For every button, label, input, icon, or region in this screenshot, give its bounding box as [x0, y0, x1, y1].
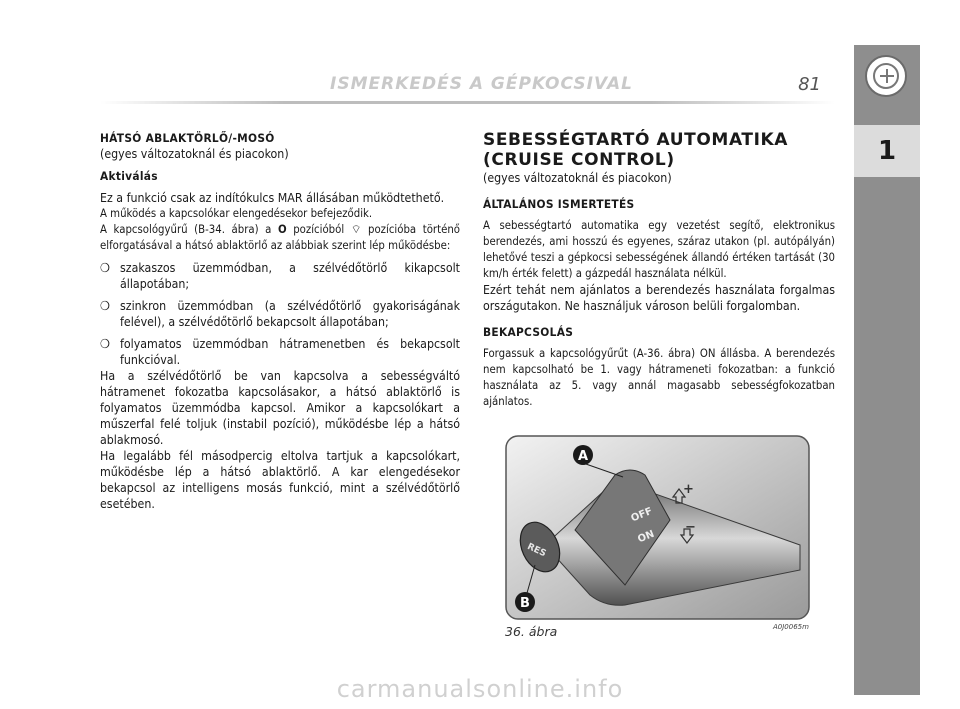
- right-column: [483, 130, 835, 410]
- label-a: A: [578, 449, 589, 464]
- reverse-paragraph: Ha a szélvédőtörlő be van kapcsolva a sebességváltó hátramenet fokozatba kapcsolásakor, a hátsó ablaktörlő is folyamatos üzemmódba kapcsol. Amikor a kapcsolókart a műszerfal felé toljuk (instabil pozíció), működésbe lép a hátsó ablakmosó.: [100, 369, 460, 447]
- alfa-romeo-logo-icon: [865, 55, 907, 97]
- bullet-text: folyamatos üzemmódban hátramenetben és bekapcsolt funkcióval.: [120, 337, 460, 367]
- on-label: ON: [636, 528, 656, 546]
- cruise-control-stalk-figure: [505, 435, 810, 620]
- rear-wiper-symbol-icon: ⌔: [350, 223, 362, 236]
- logo-cross-horizontal: [880, 75, 894, 77]
- activation-heading: Aktiválás: [100, 169, 158, 183]
- figure-code: A0J0065m: [773, 623, 809, 631]
- activation-on-paragraph: Forgassuk a kapcsológyűrűt (A-36. ábra) ON állásba. A berendezés nem kapcsolható be 1. vagy hátrameneti fokozatban: a funkció használata az 5. vagy annál magasabb sebességfokozatban ajánlatos.: [483, 347, 835, 408]
- activation-p1: Ez a funkció csak az indítókulcs MAR állásában működtethető.: [100, 191, 445, 205]
- general-heading: ÁLTALÁNOS ISMERTETÉS: [483, 197, 635, 211]
- bullet-item: [100, 260, 460, 292]
- bullet-marker-icon: ❍: [100, 299, 110, 313]
- general-paragraph-2: Ezért tehát nem ajánlatos a berendezés használata forgalmas országutakon. Ne használjuk városon belüli forgalomban.: [483, 283, 835, 313]
- bullet-marker-icon: ❍: [100, 337, 110, 351]
- cruise-control-title-line2: (CRUISE CONTROL): [483, 150, 675, 170]
- intelligent-wash-paragraph: Ha legalább fél másodpercig eltolva tartjuk a kapcsolókart, működésbe lép a hátsó ablaktörlő. A kar elengedésekor bekapcsol az intelligens mosás funkció, mint a szélvédőtörlő esetében.: [100, 449, 460, 511]
- left-column: [100, 130, 460, 512]
- activation-p3-b: pozícióból: [293, 223, 345, 236]
- bullet-item: [100, 336, 460, 368]
- rear-wiper-heading: HÁTSÓ ABLAKTÖRLŐ/-MOSÓ: [100, 131, 275, 145]
- cruise-control-subheading: (egyes változatoknál és piacokon): [483, 171, 672, 185]
- bullet-item: [100, 298, 460, 330]
- off-label: OFF: [629, 505, 655, 525]
- o-position-symbol: O: [277, 223, 287, 236]
- activation-p3-c: pozícióba történő elforgatásával a hátsó ablaktörlő az alábbiak szerint lép működésbe:: [100, 223, 460, 252]
- cruise-control-title-line1: SEBESSÉGTARTÓ AUTOMATIKA: [483, 130, 789, 150]
- bullet-marker-icon: ❍: [100, 261, 110, 275]
- page-number: 81: [798, 74, 821, 95]
- header-title: ISMERKEDÉS A GÉPKOCSIVAL: [330, 74, 633, 94]
- general-paragraph-1: A sebességtartó automatika egy vezetést segítő, elektronikus berendezés, ami hosszú és egyenes, száraz utakon (pl. autópályán) lehetővé teszi a gépkocsi sebességének állandó értéken tartását (30 km/h érték felett) a gázpedál használata nélkül.: [483, 219, 835, 280]
- minus-label: −: [685, 520, 696, 535]
- bullet-text: szinkron üzemmódban (a szélvédőtörlő gyakoriságának felével), a szélvédőtörlő bekapcsolt állapotában;: [120, 299, 460, 329]
- chapter-number: 1: [854, 125, 920, 177]
- activation-p2: A működés a kapcsolókar elengedésekor befejeződik.: [100, 207, 373, 220]
- res-label: RES: [525, 541, 548, 560]
- header-rule: [100, 101, 835, 104]
- rear-wiper-subheading: (egyes változatoknál és piacokon): [100, 147, 289, 161]
- figure-caption: 36. ábra: [505, 624, 558, 639]
- activation-on-heading: BEKAPCSOLÁS: [483, 325, 574, 339]
- label-b: B: [520, 596, 530, 611]
- plus-label: +: [683, 482, 694, 497]
- activation-p3-a: A kapcsológyűrű (B-34. ábra) a: [100, 223, 272, 236]
- activation-p3: [100, 222, 460, 254]
- bullet-text: szakaszos üzemmódban, a szélvédőtörlő kikapcsolt állapotában;: [120, 261, 460, 291]
- watermark: carmanualsonline.info: [336, 675, 624, 703]
- logo-ring: [873, 63, 899, 89]
- page-header: [100, 70, 835, 100]
